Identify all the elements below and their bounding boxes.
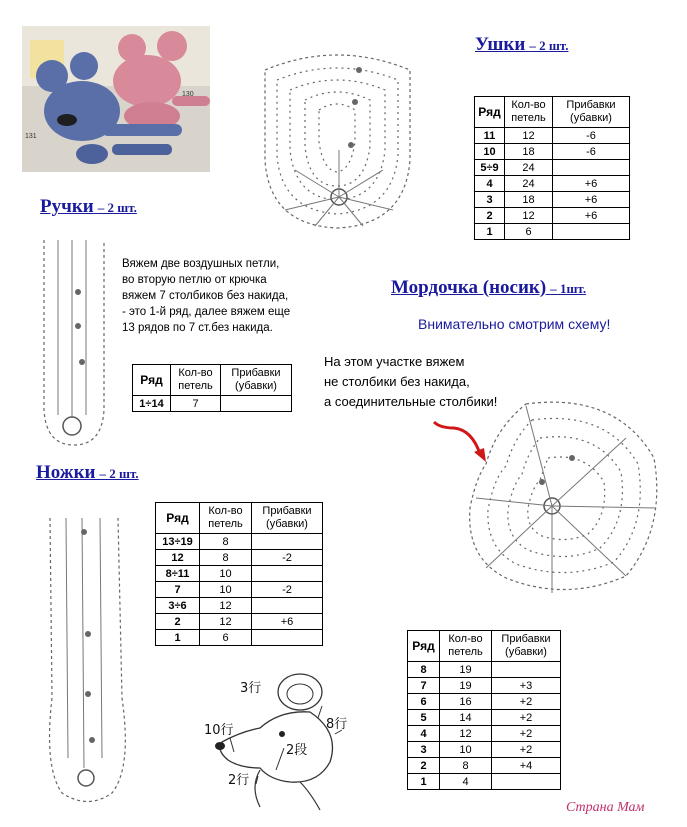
stitch-count-cell: 10 <box>200 566 252 582</box>
snout-title: Мордочка (носик) <box>391 277 547 298</box>
table-row <box>408 694 561 710</box>
stitch-count-cell: 12 <box>505 208 553 224</box>
row-number-cell: 2 <box>408 758 440 774</box>
row-number-cell: 5 <box>408 710 440 726</box>
table-row <box>156 598 323 614</box>
table-row <box>475 144 630 160</box>
row-number-cell: 6 <box>408 694 440 710</box>
stitch-count-cell: 24 <box>505 176 553 192</box>
increase-cell: +6 <box>252 614 323 630</box>
ears-table-body <box>475 128 630 240</box>
stitch-count-cell: 4 <box>440 774 492 790</box>
increase-cell <box>492 662 561 678</box>
slip-stitch-note: На этом участке вяжем не столбики без накида, а соединительные столбики! <box>324 354 498 409</box>
snout-note: Внимательно смотрим схему! <box>418 316 611 332</box>
increase-cell <box>252 630 323 646</box>
ears-title: Ушки <box>475 34 526 55</box>
hands-th-row: Ряд <box>133 365 171 396</box>
increase-cell: +4 <box>492 758 561 774</box>
stitch-count-cell: 12 <box>200 598 252 614</box>
watermark-logo <box>566 800 645 816</box>
ears-table <box>474 96 630 240</box>
stitch-count-cell: 14 <box>440 710 492 726</box>
increase-cell: -2 <box>252 550 323 566</box>
row-number-cell: 3 <box>408 742 440 758</box>
table-row <box>475 128 630 144</box>
legs-th-inc: Прибавки (убавки) <box>252 503 323 534</box>
ears-crochet-diagram <box>255 50 420 230</box>
snout-th-stitches: Кол-во петель <box>440 631 492 662</box>
ears-count: – 2 шт. <box>529 38 569 53</box>
table-row <box>475 160 630 176</box>
photo-label-131: 131 <box>25 133 37 140</box>
ears-th-inc: Прибавки (убавки) <box>553 97 630 128</box>
legs-table-body <box>156 534 323 646</box>
row-number-cell: 3÷6 <box>156 598 200 614</box>
row-number-cell: 5÷9 <box>475 160 505 176</box>
stitch-count-cell: 6 <box>200 630 252 646</box>
increase-cell <box>252 534 323 550</box>
hands-heading <box>40 196 137 218</box>
snout-table <box>407 630 561 790</box>
row-number-cell: 7 <box>408 678 440 694</box>
hands-th-stitches: Кол-во петель <box>171 365 221 396</box>
table-row <box>408 742 561 758</box>
increase-cell <box>252 566 323 582</box>
snout-crochet-diagram <box>466 398 666 598</box>
watermark-text: Страна Мам <box>566 800 645 815</box>
table-row <box>408 710 561 726</box>
toy-mice-photo <box>22 26 210 172</box>
row-number-cell: 2 <box>156 614 200 630</box>
increase-cell: +6 <box>553 176 630 192</box>
table-row <box>156 582 323 598</box>
hands-count: – 2 шт. <box>97 200 137 215</box>
row-number-cell: 2 <box>475 208 505 224</box>
stitch-count-cell: 24 <box>505 160 553 176</box>
legs-heading <box>36 462 139 484</box>
stitch-count-cell: 10 <box>200 582 252 598</box>
legs-title: Ножки <box>36 462 96 483</box>
increase-cell: +3 <box>492 678 561 694</box>
row-number-cell: 1 <box>156 630 200 646</box>
stitch-count-cell: 6 <box>505 224 553 240</box>
increase-cell <box>221 396 292 412</box>
hands-note: Вяжем две воздушных петли, во вторую петлю от крючка вяжем 7 столбиков без накида, - это 1-й ряд, далее вяжем еще 13 рядов по 7 ст.без накида. <box>122 258 291 334</box>
label-10-row: 10行 <box>204 723 234 738</box>
table-row <box>475 192 630 208</box>
table-row <box>408 726 561 742</box>
snout-th-inc: Прибавки (убавки) <box>492 631 561 662</box>
stitch-count-cell: 7 <box>171 396 221 412</box>
hands-crochet-diagram <box>38 240 108 445</box>
legs-table <box>155 502 323 646</box>
legs-th-row: Ряд <box>156 503 200 534</box>
table-row <box>475 224 630 240</box>
row-number-cell: 13÷19 <box>156 534 200 550</box>
table-row <box>408 662 561 678</box>
mouse-head-diagram <box>200 672 360 812</box>
table-row <box>133 396 292 412</box>
increase-cell: +6 <box>553 192 630 208</box>
table-row <box>156 630 323 646</box>
snout-count: – 1шт. <box>550 281 587 296</box>
table-row <box>156 614 323 630</box>
increase-cell <box>492 774 561 790</box>
row-number-cell: 7 <box>156 582 200 598</box>
increase-cell: +6 <box>553 208 630 224</box>
increase-cell: -6 <box>553 144 630 160</box>
stitch-count-cell: 18 <box>505 192 553 208</box>
stitch-count-cell: 10 <box>440 742 492 758</box>
increase-cell <box>252 598 323 614</box>
row-number-cell: 1 <box>408 774 440 790</box>
stitch-count-cell: 19 <box>440 662 492 678</box>
increase-cell: +2 <box>492 726 561 742</box>
table-row <box>408 758 561 774</box>
legs-count: – 2 шт. <box>99 466 139 481</box>
row-number-cell: 4 <box>408 726 440 742</box>
stitch-count-cell: 8 <box>200 550 252 566</box>
hands-title: Ручки <box>40 196 94 217</box>
snout-heading <box>391 277 586 299</box>
row-number-cell: 1÷14 <box>133 396 171 412</box>
hands-table-body <box>133 396 292 412</box>
increase-cell: +2 <box>492 710 561 726</box>
label-2-row: 2行 <box>228 773 250 788</box>
table-row <box>156 534 323 550</box>
table-row <box>156 566 323 582</box>
increase-cell: +2 <box>492 742 561 758</box>
snout-table-body <box>408 662 561 790</box>
increase-cell: +2 <box>492 694 561 710</box>
table-row <box>156 550 323 566</box>
table-row <box>475 208 630 224</box>
photo-label-130: 130 <box>182 91 194 98</box>
label-3-row: 3行 <box>240 681 262 696</box>
table-row <box>475 176 630 192</box>
ears-heading <box>475 34 568 56</box>
ears-th-row: Ряд <box>475 97 505 128</box>
row-number-cell: 11 <box>475 128 505 144</box>
legs-crochet-diagram <box>42 518 132 808</box>
legs-th-stitches: Кол-во петель <box>200 503 252 534</box>
stitch-count-cell: 12 <box>505 128 553 144</box>
row-number-cell: 12 <box>156 550 200 566</box>
stitch-count-cell: 8 <box>440 758 492 774</box>
row-number-cell: 8÷11 <box>156 566 200 582</box>
stitch-count-cell: 18 <box>505 144 553 160</box>
increase-cell <box>553 160 630 176</box>
label-2-round: 2段 <box>286 743 308 758</box>
row-number-cell: 8 <box>408 662 440 678</box>
stitch-count-cell: 12 <box>200 614 252 630</box>
increase-cell: -2 <box>252 582 323 598</box>
stitch-count-cell: 8 <box>200 534 252 550</box>
increase-cell: -6 <box>553 128 630 144</box>
table-row <box>408 678 561 694</box>
ears-th-stitches: Кол-во петель <box>505 97 553 128</box>
snout-th-row: Ряд <box>408 631 440 662</box>
stitch-count-cell: 19 <box>440 678 492 694</box>
hands-th-inc: Прибавки (убавки) <box>221 365 292 396</box>
stitch-count-cell: 12 <box>440 726 492 742</box>
hands-table <box>132 364 292 412</box>
table-row <box>408 774 561 790</box>
label-8-row: 8行 <box>326 717 348 732</box>
row-number-cell: 4 <box>475 176 505 192</box>
increase-cell <box>553 224 630 240</box>
row-number-cell: 1 <box>475 224 505 240</box>
stitch-count-cell: 16 <box>440 694 492 710</box>
row-number-cell: 3 <box>475 192 505 208</box>
row-number-cell: 10 <box>475 144 505 160</box>
